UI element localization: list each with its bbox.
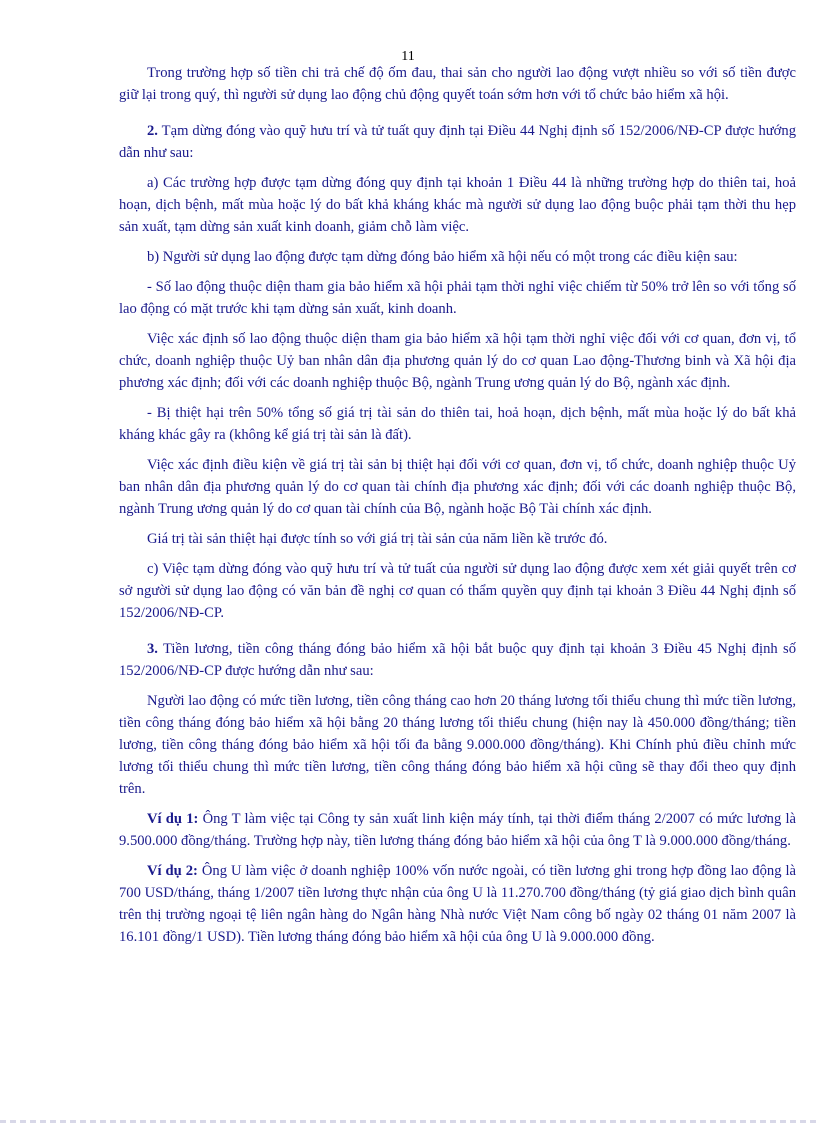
example-2-label: Ví dụ 2: [147, 863, 198, 879]
item-b-condition-1: - Số lao động thuộc diện tham gia bảo hiểm xã hội phải tạm thời nghỉ việc chiếm từ 50% trở lên so với tổng số lao động có mặt trước khi tạm dừng sản xuất, kinh doanh. [119, 279, 796, 317]
section-2-number: 2. [147, 123, 158, 139]
document-body [119, 62, 796, 956]
item-b-condition-2-value: Giá trị tài sản thiệt hại được tính so với giá trị tài sản của năm liền kề trước đó. [147, 531, 608, 547]
section-3-body: Người lao động có mức tiền lương, tiền công tháng cao hơn 20 tháng lương tối thiểu chung thì mức tiền lương, tiền công tháng đóng bảo hiểm xã hội bằng 20 tháng lương tối thiểu chung (hiện nay là 450.000 đồng/tháng; tiền lương, tiền công tháng đóng bảo hiểm xã hội tối đa bằng 9.000.000 đồng/tháng). Khi Chính phủ điều chỉnh mức lương tối thiểu chung thì mức tiền lương, tiền công tháng đóng bảo hiểm xã hội cũng sẽ thay đổi theo quy định trên. [119, 693, 796, 797]
section-3-text: Tiền lương, tiền công tháng đóng bảo hiểm xã hội bắt buộc quy định tại khoản 3 Điều 45 Nghị định số 152/2006/NĐ-CP được hướng dẫn như sau: [119, 641, 796, 679]
section-3-heading [119, 638, 796, 682]
section-3-number: 3. [147, 641, 158, 657]
example-2 [119, 860, 796, 948]
item-b: b) Người sử dụng lao động được tạm dừng đóng bảo hiểm xã hội nếu có một trong các điều kiện sau: [147, 249, 738, 265]
example-1-text: Ông T làm việc tại Công ty sản xuất linh kiện máy tính, tại thời điểm tháng 2/2007 có mức lương là 9.500.000 đồng/tháng. Trường hợp này, tiền lương tháng đóng bảo hiểm xã hội của ông T là 9.000.000 đồng/tháng. [119, 811, 796, 849]
item-b-condition-1-detail: Việc xác định số lao động thuộc diện tham gia bảo hiểm xã hội tạm thời nghỉ việc đối với cơ quan, đơn vị, tổ chức, doanh nghiệp thuộc Uỷ ban nhân dân địa phương quản lý do cơ quan Lao động-Thương binh và Xã hội địa phương xác định; đối với các doanh nghiệp thuộc Bộ, ngành Trung ương quản lý do Bộ, ngành xác định. [119, 331, 796, 391]
item-a: a) Các trường hợp được tạm dừng đóng quy định tại khoản 1 Điều 44 là những trường hợp do thiên tai, hoả hoạn, dịch bệnh, mất mùa hoặc lý do bất khả kháng khác mà người sử dụng lao động buộc phải tạm thời thu hẹp sản xuất, tạm dừng sản xuất kinh doanh, giảm chỗ làm việc. [119, 175, 796, 235]
example-2-text: Ông U làm việc ở doanh nghiệp 100% vốn nước ngoài, có tiền lương ghi trong hợp đồng lao động là 700 USD/tháng, tháng 1/2007 tiền lương thực nhận của ông U là 11.270.700 đồng/tháng (tỷ giá giao dịch bình quân trên thị trường ngoại tệ liên ngân hàng do Ngân hàng Nhà nước Việt Nam công bố ngày 02 tháng 01 năm 2007 là 16.101 đồng/1 USD). Tiền lương tháng đóng bảo hiểm xã hội của ông U là 9.000.000 đồng. [119, 863, 796, 945]
item-b-condition-2: - Bị thiệt hại trên 50% tổng số giá trị tài sản do thiên tai, hoả hoạn, dịch bệnh, mất mùa hoặc lý do bất khả kháng khác gây ra (không kể giá trị tài sản là đất). [119, 405, 796, 443]
example-1 [119, 808, 796, 852]
example-1-label: Ví dụ 1: [147, 811, 199, 827]
section-2-heading [119, 120, 796, 164]
paragraph-settlement: Trong trường hợp số tiền chi trả chế độ ốm đau, thai sản cho người lao động vượt nhiều so với số tiền được giữ lại trong quý, thì người sử dụng lao động chủ động quyết toán sớm hơn với tổ chức bảo hiểm xã hội. [119, 65, 796, 103]
item-b-condition-2-detail: Việc xác định điều kiện về giá trị tài sản bị thiệt hại đối với cơ quan, đơn vị, tổ chức, doanh nghiệp thuộc Uỷ ban nhân dân địa phương quản lý do cơ quan tài chính địa phương xác định; đối với các doanh nghiệp thuộc Bộ, ngành Trung ương quản lý do cơ quan tài chính của Bộ, ngành hoặc Bộ Tài chính xác định. [119, 457, 796, 517]
item-c: c) Việc tạm dừng đóng vào quỹ hưu trí và tử tuất của người sử dụng lao động được xem xét giải quyết trên cơ sở người sử dụng lao động có văn bản đề nghị cơ quan có thẩm quyền quy định tại khoản 3 Điều 44 Nghị định số 152/2006/NĐ-CP. [119, 561, 796, 621]
page-number: 11 [401, 49, 415, 64]
section-2-text: Tạm dừng đóng vào quỹ hưu trí và tử tuất quy định tại Điều 44 Nghị định số 152/2006/NĐ-CP được hướng dẫn như sau: [119, 123, 796, 161]
